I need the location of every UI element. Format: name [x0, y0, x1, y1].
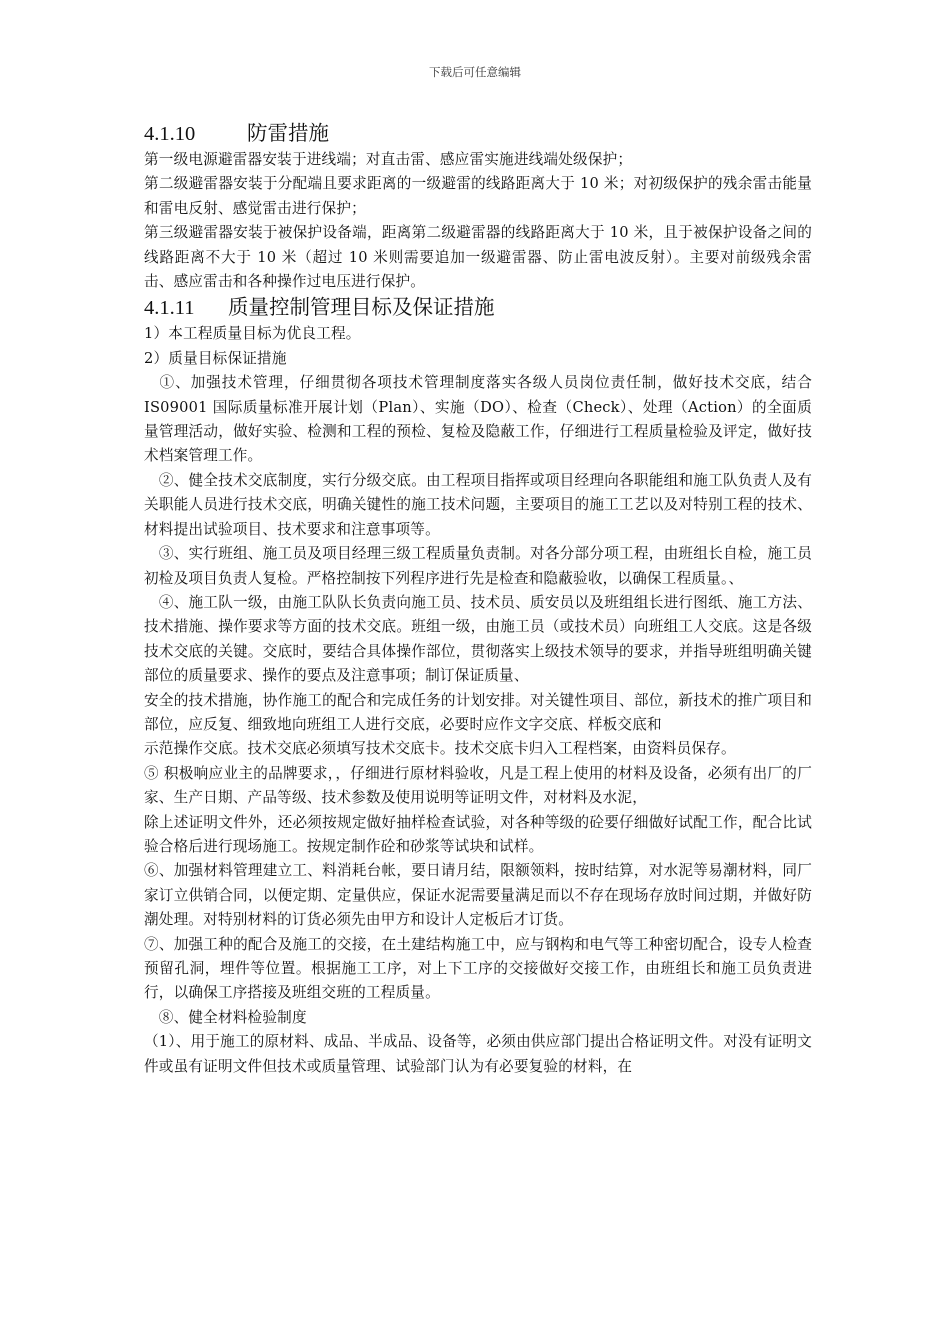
- paragraph: （1）、用于施工的原材料、成品、半成品、设备等，必须由供应部门提出合格证明文件。对没有证明文件或虽有证明文件但技术或质量管理、试验部门认为有必要复验的材料，在: [144, 1033, 812, 1075]
- document-body: [144, 120, 812, 1079]
- paragraph: ⑤ 积极响应业主的品牌要求，，仔细进行原材料验收，凡是工程上使用的材料及设备，必须有出厂的厂家、生产日期、产品等级、技术参数及使用说明等证明文件，对材料及水泥，: [144, 764, 812, 807]
- page-header: 下载后可任意编辑: [429, 65, 521, 79]
- section-title: 防雷措施: [247, 123, 329, 145]
- paragraph: 2）质量目标保证措施: [144, 349, 287, 367]
- section-title: 质量控制管理目标及保证措施: [228, 297, 495, 320]
- paragraph: 第二级避雷器安装于分配端且要求距离的一级避雷的线路距离大于 10 米；对初级保护的残余雷击能量和雷电反射、感觉雷击进行保护；: [144, 175, 812, 217]
- paragraph: ①、加强技术管理，仔细贯彻各项技术管理制度落实各级人员岗位责任制，做好技术交底，结合 IS09001 国际质量标准开展计划（Plan）、实施（DO）、检查（Check）、处理（Action）的全面质量管理活动，做好实验、检测和工程的预检、复检及隐蔽工作，仔细进行工程质量检验及评定，做好技术档案管理工作。: [144, 374, 812, 465]
- paragraph: 第三级避雷器安装于被保护设备端，距离第二级避雷器的线路距离大于 10 米，且于被保护设备之间的线路距离不大于 10 米（超过 10 米则需要追加一级避雷器、防止雷电波反射）。主要对前级残余雷击、感应雷击和各种操作过电压进行保护。: [144, 224, 812, 291]
- paragraph: 安全的技术措施，协作施工的配合和完成任务的计划安排。对关键性项目、部位，新技术的推广项目和部位，应反复、细致地向班组工人进行交底，必要时应作文字交底、样板交底和: [144, 691, 812, 733]
- paragraph: 示范操作交底。技术交底必须填写技术交底卡。技术交底卡归入工程档案，由资料员保存。: [144, 740, 736, 758]
- paragraph: ⑥、加强材料管理建立工、料消耗台帐，要日请月结，限额领料，按时结算，对水泥等易潮材料，同厂家订立供销合同，以便定期、定量供应，保证水泥需要量满足而以不存在现场存放时间过期，并做好防潮处理。对特别材料的订货必须先由甲方和设计人定板后才订货。: [144, 862, 812, 929]
- section-heading: [144, 120, 812, 148]
- paragraph: ⑦、加强工种的配合及施工的交接，在土建结构施工中，应与钢构和电气等工种密切配合，设专人检查预留孔洞，埋件等位置。根据施工工序，对上下工序的交接做好交接工作，由班组长和施工员负责进行，以确保工序搭接及班组交班的工程质量。: [144, 935, 812, 1002]
- section-number: 4.1.10: [144, 123, 196, 145]
- section-number: 4.1.11: [144, 297, 195, 320]
- paragraph: ④、施工队一级，由施工队队长负责向施工员、技术员、质安员以及班组组长进行图纸、施工方法、技术措施、操作要求等方面的技术交底。班组一级，由施工员（或技术员）向班组工人交底。这是各级技术交底的关键。交底时，要结合具体操作部位，贯彻落实上级技术领导的要求，并指导班组明确关键部位的质量要求、操作的要点及注意事项；制订保证质量、: [144, 593, 812, 685]
- paragraph: ②、健全技术交底制度，实行分级交底。由工程项目指挥或项目经理向各职能组和施工队负责人及有关职能人员进行技术交底，明确关键性的施工技术问题，主要项目的施工工艺以及对特别工程的技术、材料提出试验项目、技术要求和注意事项等。: [144, 471, 812, 538]
- paragraph: 第一级电源避雷器安装于进线端；对直击雷、感应雷实施进线端处级保护；: [144, 151, 633, 168]
- paragraph: ⑧、健全材料检验制度: [144, 1008, 307, 1026]
- paragraph: ③、实行班组、施工员及项目经理三级工程质量负责制。对各分部分项工程，由班组长自检，施工员初检及项目负责人复检。严格控制按下列程序进行先是检查和隐蔽验收，以确保工程质量。、: [144, 545, 812, 587]
- section-heading: [144, 294, 812, 322]
- paragraph: 除上述证明文件外，还必须按规定做好抽样检查试验，对各种等级的砼要仔细做好试配工作，配合比试验合格后进行现场施工。按规定制作砼和砂浆等试块和试样。: [144, 813, 812, 855]
- paragraph: 1）本工程质量目标为优良工程。: [144, 325, 361, 343]
